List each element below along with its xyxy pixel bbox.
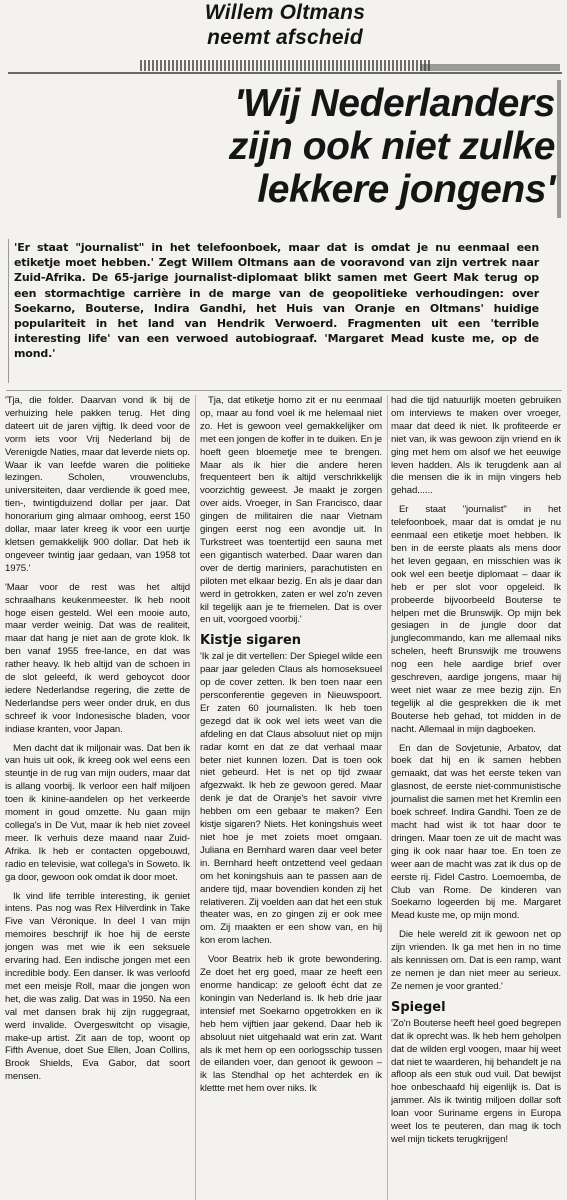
column-separator [387, 395, 388, 1200]
column-3 [391, 395, 561, 1200]
column-separator [195, 395, 196, 1200]
kicker-line-2: neemt afscheid [207, 26, 363, 49]
paragraph: had die tijd natuurlijk moeten gebruiken om interviews te maken over vroeger, maar dat deed ik niet. Ik profiteerde er niet van, ik was gewoon zijn vriend en ik ging met hem om alsof we het eeuwige leven hadden. Als ik terugdenk aan al die mensen die ik in mijn vingers heb gehad...... [391, 395, 561, 497]
paragraph: 'Tja, die folder. Daarvan vond ik bij de verhuizing hele pakken terug. Het ding dateert uit de jaren vijftig. Ik deed voor de vorm iets voor Vrij Nederland bij de Verenigde Naties, maar dat leverde niets op. Waar ik van leefde waren die politieke lezingen. Scholen, vrouwenclubs, universiteiten, daar verdiende ik goed mee, tien-, twintigduizend dollar per jaar. Dat honorarium ging almaar omhoog, eerst 150 dollar, maar later kreeg ik voor een uurtje kletsen gemakkelijk 900 dollar. Dat heb ik ongeveer twintig jaar gedaan, van 1958 tot 1975.' [5, 395, 190, 574]
subheading: Kistje sigaren [200, 633, 302, 649]
headline [135, 82, 555, 211]
paragraph: 'Zo'n Bouterse heeft heel goed begrepen dat ik oprecht was. Ik heb hem geholpen dat de wilden ergl voogen, maar hij weet dat niet te waarderen, hij behandelt je na afloop als een stuk oud vuil. Dat bewijst hoe onbeschaafd hij eigenlijk is. Dat is jammer. Als ik twintig miljoen dollar soft loan voor Suriname ergens in Europa weet los te peuteren, dan mag ik toch wel mijn tickets terugkrijgen! [391, 1017, 561, 1145]
paragraph: Er staat "journalist" in het telefoonboek, maar dat is omdat je nu eenmaal een etiketje moet hebben. Ik ben in de eerste plaats als mens door het leven gegaan, en misschien was ik ook wel een beetje diplomaat – daar ik heb er per slot voor opgeleid. Ik probeerde bijvoorbeeld Bouterse te helpen met die Brunswijk. Op mijn bek gesiagen in de jungle door dat junglecommando, kan me allemaal niks schelen, heeft Brunswijk me trouwens nog een hele aardige brief over geschreven, aardige jongens, maar hij weet niet waar ze mee bezig zijn. En tegelijk al die gesprekken die ik met Bouterse heb gehad, tot midden in de nacht. Allemaal in mijn dagboeken. [391, 504, 561, 735]
subheading: Spiegel [391, 999, 446, 1015]
intro-lead: 'Er staat "journalist" in het telefoonboek, maar dat is omdat je nu eenmaal een etiketje moet hebben.' Zegt Willem Oltmans aan de vooravond van zijn vertrek naar Zuid-Afrika. De 65-jarige journalist-diplomaat blikt samen met Geert Mak terug op een stormachtige carrière in de marge van de geopolitieke verhoudingen: over Soekarno, Bouterse, Indira Gandhi, het Huis van Oranje en Oltmans' huidige populariteit in het land van Hendrik Verwoerd. Fragmenten uit een 'terrible interesting life' van een verwoed autobiograaf. 'Margaret Mead kuste me, op de mond.' [14, 241, 539, 361]
paragraph: Tja, dat etiketje homo zit er nu eenmaal op, maar au fond voel ik me helemaal niet zo. Het is gewoon veel gemakkelijker om met een jongen de koffer in te duiken. En je hoeft geen bloemetje mee te brengen. Maar als ik hier die andere heren frequenteert ben ik altijd verschrikkelijk voorzichtig geweest. Je maakt je zorgen over aids. Vroeger, in San Francisco, daar gingen de militairen die naar Vietnam gingen eerst nog een avondje uit. In Turkstreet was toentertijd een sauna met een gigantisch waterbed. Daar waren dan over de dertig mariniers, parachutisten en piloten met elkaar bezig. En als je daar dan werd in getrokken, zaten er wel zo'n zeven kil tegelijk aan je te friemelen. Dat is over en uit, voorgoed voorbij.' [200, 395, 382, 626]
header-rule [8, 72, 562, 74]
paragraph: Die hele wereld zit ik gewoon net op zijn vrienden. Ik ga met hen in no time als kennissen om. Dat is een ramp, want ze nemen je dan niet meer au serieux. Ze nemen je voor granted.' [391, 929, 561, 992]
dotted-rule [140, 60, 432, 71]
kicker-line-1: Willem Oltmans [204, 1, 366, 24]
intro-divider [6, 390, 562, 391]
paragraph: Men dacht dat ik miljonair was. Dat ben ik van huis uit ook, ik kreeg ook wel eens een steuntje in de rug van mijn ouders, maar dat is allang voorbij. Ik verloor een half miljoen toen ik kinine-aandelen op het verkeerde moment in goud omzette. Nu gaan mijn collega's in De Vut, maar ik heb niet zoveel meer. Ik verhuis deze maand naar Zuid-Afrika. Ik heb er contacten opgebouwd, radio en televisie, wat collega's in Soweto. Ik ga door, gewoon ook omdat ik door moet. [5, 742, 190, 883]
short-rule [420, 64, 560, 71]
paragraph: Voor Beatrix heb ik grote bewondering. Ze doet het erg goed, maar ze heeft een enorme handicap: ze gelooft écht dat ze koningin van Nederland is. Ik heb drie jaar intensief met Soekarno opgetrokken en ik heb hem vijftien jaar gekend. Daar heb ik absoluut niet uitgehaald wat erin zat. Want als ik met hem op een oorlogsschip tussen de eilanden voer, dan genoot ik gewoon – ik las Stendhal op het achterdek en ik klettte met hem over niks. Ik [200, 954, 382, 1095]
paragraph: Ik vind life terrible interesting, ik geniet intens. Pas nog was Rex Hilverdink in Take Five van Véronique. In deel I van mijn memoires beschrijf ik hoe hij de eerste jongen was met wie ik een seksuele ervaring had. Een indische jongen met een incredible body. Een danser. Ik was verloofd met een meisje Roll, maar die jongen won het, die was zalig. Dat was in 1950. Na een val met dansen brak hij zijn ruggegraat, werd invalide. Overgeswitcht op visagie, make-up artist. Zit aan de top, woont op Fifth Avenue, doet Sue Ellen, Joan Collins, Brook Shields, Eva Gabor, dat soort mensen. [5, 890, 190, 1083]
column-1 [5, 395, 190, 1200]
headline-line-2: zijn ook niet zulke [228, 125, 555, 168]
paragraph: 'Ik zal je dit vertellen: Der Spiegel wilde een paar jaar geleden Claus als homoseksueel op de cover zetten. Ik ben toen naar een persconferentie gegeven in Nieuwspoort. Er zaten 60 journalisten. Ik heb toen gezegd dat ik ook wel iets weet van die afdeling en dat Claus absoluut niet op mijn radar komt en dat ze dat verhaal maar beter niet kunnen lozen. Dat is toen ook niet gebeurd. Het is net op tijd zwaar afgezwakt. Ik heb ze gewoon gered. Maar denk je dat de Oranje's het savoir vivre hebben om een gebaar te maken? Een kistje sigaren? Niets. Het koningshuis weet niet hoe je met zoiets moet omgaan. Juliana en Bernhard waren daar veel beter in. Bernhard heeft ontzettend veel gedaan om het koningshuis aan te passen aan de andere tijd, maar bovendien konden zij het relativeren. Zij voelden aan dat het een stuk theater was, en zo gingen zij er ook mee om. Zij maakten er een show van, en hij kon erom lachen. [200, 651, 382, 947]
paragraph: 'Maar voor de rest was het altijd schraalhans keukenmeester. Ik heb nooit hoge eisen gesteld. Wel een mooie auto, maar verder weinig. Dat was de realiteit, maar dat hang je niet aan de grote klok. Ik ben vanaf 1955 free-lance, en dat was rather heavy. Ik heb altijd van de schoen in de slot geleefd, ik werd geboycot door iedere Nederlandse regering, die zette de Nederlandse pers weer onder druk, en dus schreef ik voor Indonesische bladen, voor indiase kranten, voor Japan. [5, 581, 190, 735]
paragraph: En dan de Sovjetunie, Arbatov, dat boek dat hij en ik samen hebben gemaakt, dat was het eerste teken van glasnost, de eerste niet-communistische journalist die samen met het Kremlin een boek schreef. Indira Gandhi. Toen ze de macht had wist ik tot haar door te dringen. Maar toen ze uit de macht was ging ik ook naar haar toe. En toen ze weer aan de macht was zat ik dus op de eerste rij. Fidel Castro. Loemoemba, de Club van Rome. De kinderen van Soekarno logeerden bij me. Margaret Mead kuste me, op mijn mond. [391, 742, 561, 922]
margin-bar [557, 80, 561, 218]
headline-line-1: 'Wij Nederlanders [234, 82, 555, 125]
column-2 [200, 395, 382, 1200]
kicker [160, 0, 410, 50]
headline-line-3: lekkere jongens' [257, 168, 555, 211]
